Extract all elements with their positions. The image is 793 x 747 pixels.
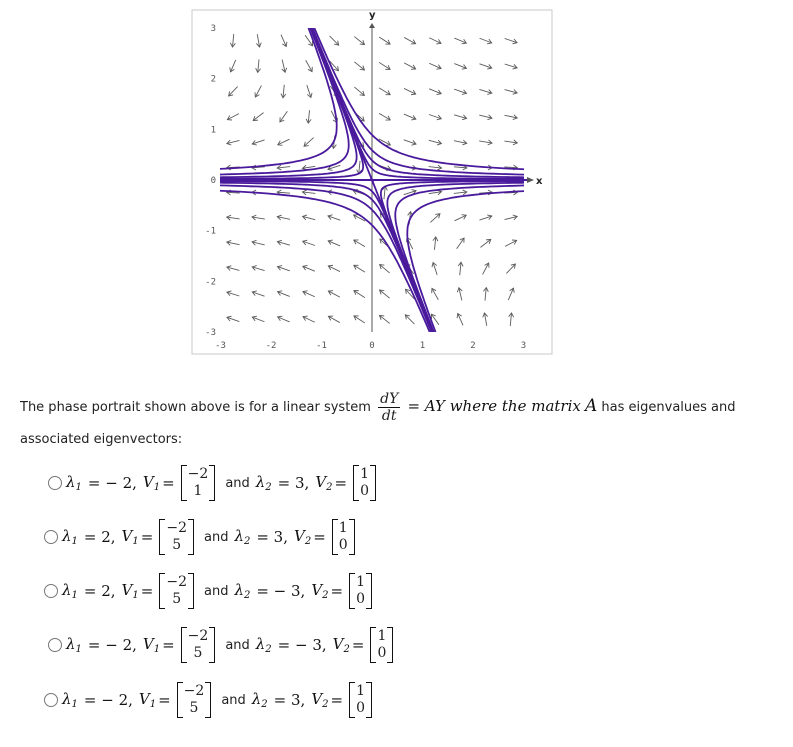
v-2-symbol: $V_2$ bbox=[311, 581, 329, 601]
eigenvector-2-top: 1 bbox=[377, 628, 387, 644]
dy-dt-fraction bbox=[378, 391, 400, 424]
lambda-1-symbol: $\lambda_1$ bbox=[62, 690, 78, 710]
lambda-2-value: = 3, bbox=[256, 528, 288, 546]
x-tick-label: -3 bbox=[215, 341, 226, 351]
y-tick-label: 1 bbox=[210, 125, 216, 136]
equals-sign: = bbox=[162, 474, 175, 492]
eigenvector-1 bbox=[159, 573, 194, 609]
lambda-1-symbol: $\lambda_1$ bbox=[62, 527, 78, 547]
equals-sign: = bbox=[330, 691, 344, 709]
eigenvector-1-top: −2 bbox=[166, 574, 187, 590]
eigenvector-1 bbox=[177, 682, 212, 718]
eigenvector-2 bbox=[370, 627, 393, 663]
fraction-denominator: dt bbox=[381, 408, 397, 424]
answer-option[interactable] bbox=[48, 463, 380, 503]
question-text-after: has eigenvalues and bbox=[601, 400, 736, 415]
lambda-2-symbol: $\lambda_2$ bbox=[234, 527, 251, 547]
lambda-1-value: = 2, bbox=[83, 528, 116, 546]
question-text-before: The phase portrait shown above is for a linear system bbox=[20, 400, 371, 415]
matrix-letter: A bbox=[585, 396, 598, 416]
eigenvector-1-top: −2 bbox=[187, 466, 209, 482]
y-axis-label: y bbox=[369, 10, 376, 21]
equals-sign: = bbox=[330, 582, 344, 600]
lambda-1-value: = − 2, bbox=[87, 474, 137, 492]
lambda-1-symbol: $\lambda_1$ bbox=[66, 635, 82, 655]
eigenvector-1-top: −2 bbox=[187, 628, 209, 644]
v-2-symbol: $V_2$ bbox=[294, 527, 312, 547]
eigenvector-1-top: −2 bbox=[183, 683, 205, 699]
question-line-2: associated eigenvectors: bbox=[20, 432, 183, 447]
eigenvector-2-bottom: 0 bbox=[377, 645, 387, 661]
eigenvector-2-top: 1 bbox=[356, 683, 366, 699]
equals-sign: = bbox=[313, 528, 326, 546]
eigenvector-2 bbox=[332, 519, 355, 555]
eigenvector-1 bbox=[181, 465, 216, 501]
equals-sign: = bbox=[140, 582, 154, 600]
answer-option[interactable] bbox=[48, 625, 397, 665]
v-1-symbol: $V_1$ bbox=[121, 581, 139, 601]
eigenvector-1-bottom: 5 bbox=[189, 700, 199, 716]
lambda-2-value: = 3, bbox=[277, 474, 310, 492]
y-tick-label: -1 bbox=[205, 226, 216, 237]
phase-portrait bbox=[0, 0, 793, 360]
and-word: and bbox=[225, 637, 250, 653]
eigenvector-2-top: 1 bbox=[360, 466, 370, 482]
x-tick-label: -2 bbox=[265, 341, 277, 351]
x-tick-label: 0 bbox=[369, 341, 375, 351]
equals-sign: = bbox=[158, 691, 171, 709]
and-word: and bbox=[225, 475, 250, 491]
eigenvector-1-bottom: 1 bbox=[193, 483, 203, 499]
radio-button[interactable] bbox=[44, 530, 58, 544]
and-word: and bbox=[203, 583, 229, 599]
x-tick-label: 3 bbox=[520, 341, 527, 351]
equals-sign: = bbox=[334, 474, 348, 492]
lambda-2-symbol: $\lambda_2$ bbox=[251, 690, 268, 710]
x-tick-label: 1 bbox=[419, 341, 426, 351]
eigenvector-1 bbox=[181, 627, 216, 663]
x-axis-arrowhead bbox=[527, 177, 534, 183]
phase-portrait-plot bbox=[0, 0, 793, 360]
answer-option[interactable] bbox=[44, 571, 376, 611]
v-1-symbol: $V_1$ bbox=[121, 527, 139, 547]
eigenvector-1 bbox=[159, 519, 194, 555]
fraction-numerator: dY bbox=[380, 391, 399, 407]
lambda-2-value: = − 3, bbox=[256, 582, 306, 600]
y-tick-label: -3 bbox=[205, 328, 216, 339]
answer-option[interactable] bbox=[44, 680, 376, 720]
y-tick-label: 2 bbox=[210, 74, 216, 85]
v-2-symbol: $V_2$ bbox=[311, 690, 329, 710]
y-tick-label: -2 bbox=[205, 277, 216, 288]
eigenvector-2-bottom: 0 bbox=[356, 591, 366, 607]
v-1-symbol: $V_1$ bbox=[142, 473, 161, 493]
lambda-1-symbol: $\lambda_1$ bbox=[62, 581, 78, 601]
answer-option[interactable] bbox=[44, 517, 359, 557]
eigenvector-2-top: 1 bbox=[356, 574, 366, 590]
eigenvector-2 bbox=[349, 573, 372, 609]
radio-button[interactable] bbox=[44, 584, 58, 598]
radio-button[interactable] bbox=[48, 638, 62, 652]
lambda-1-value: = − 2, bbox=[83, 691, 133, 709]
question-line-1 bbox=[20, 391, 736, 424]
eigenvector-2-bottom: 0 bbox=[338, 537, 348, 553]
y-tick-label: 0 bbox=[210, 176, 216, 186]
x-axis-label: x bbox=[536, 176, 543, 187]
equals-sign: = bbox=[140, 528, 154, 546]
lambda-1-value: = − 2, bbox=[87, 636, 137, 654]
equals-sign: = bbox=[162, 636, 175, 654]
eigenvector-2 bbox=[353, 465, 376, 501]
eigenvector-1-bottom: 5 bbox=[172, 591, 182, 607]
and-word: and bbox=[203, 529, 229, 545]
eigenvector-1-bottom: 5 bbox=[193, 645, 203, 661]
v-2-symbol: $V_2$ bbox=[332, 635, 350, 655]
lambda-2-symbol: $\lambda_2$ bbox=[255, 473, 272, 493]
equals-sign: = bbox=[351, 636, 365, 654]
v-1-symbol: $V_1$ bbox=[142, 635, 161, 655]
lambda-2-value: = − 3, bbox=[277, 636, 327, 654]
question-text-middle: = AY where the matrix bbox=[407, 397, 581, 415]
lambda-2-symbol: $\lambda_2$ bbox=[255, 635, 272, 655]
eigenvector-2-bottom: 0 bbox=[356, 700, 366, 716]
eigenvector-2-top: 1 bbox=[338, 520, 348, 536]
and-word: and bbox=[221, 692, 246, 708]
radio-button[interactable] bbox=[48, 476, 62, 490]
eigenvector-2 bbox=[349, 682, 372, 718]
lambda-1-symbol: $\lambda_1$ bbox=[66, 473, 82, 493]
lambda-1-value: = 2, bbox=[83, 582, 116, 600]
eigenvector-2-bottom: 0 bbox=[360, 483, 370, 499]
eigenvector-1-bottom: 5 bbox=[172, 537, 182, 553]
lambda-2-symbol: $\lambda_2$ bbox=[234, 581, 251, 601]
v-2-symbol: $V_2$ bbox=[315, 473, 333, 493]
v-1-symbol: $V_1$ bbox=[138, 690, 157, 710]
eigenvector-1-top: −2 bbox=[166, 520, 187, 536]
x-tick-label: -1 bbox=[316, 341, 327, 351]
y-tick-label: 3 bbox=[210, 23, 216, 34]
x-tick-label: 2 bbox=[470, 341, 476, 351]
lambda-2-value: = 3, bbox=[273, 691, 306, 709]
y-axis-arrowhead bbox=[369, 23, 375, 28]
radio-button[interactable] bbox=[44, 693, 58, 707]
